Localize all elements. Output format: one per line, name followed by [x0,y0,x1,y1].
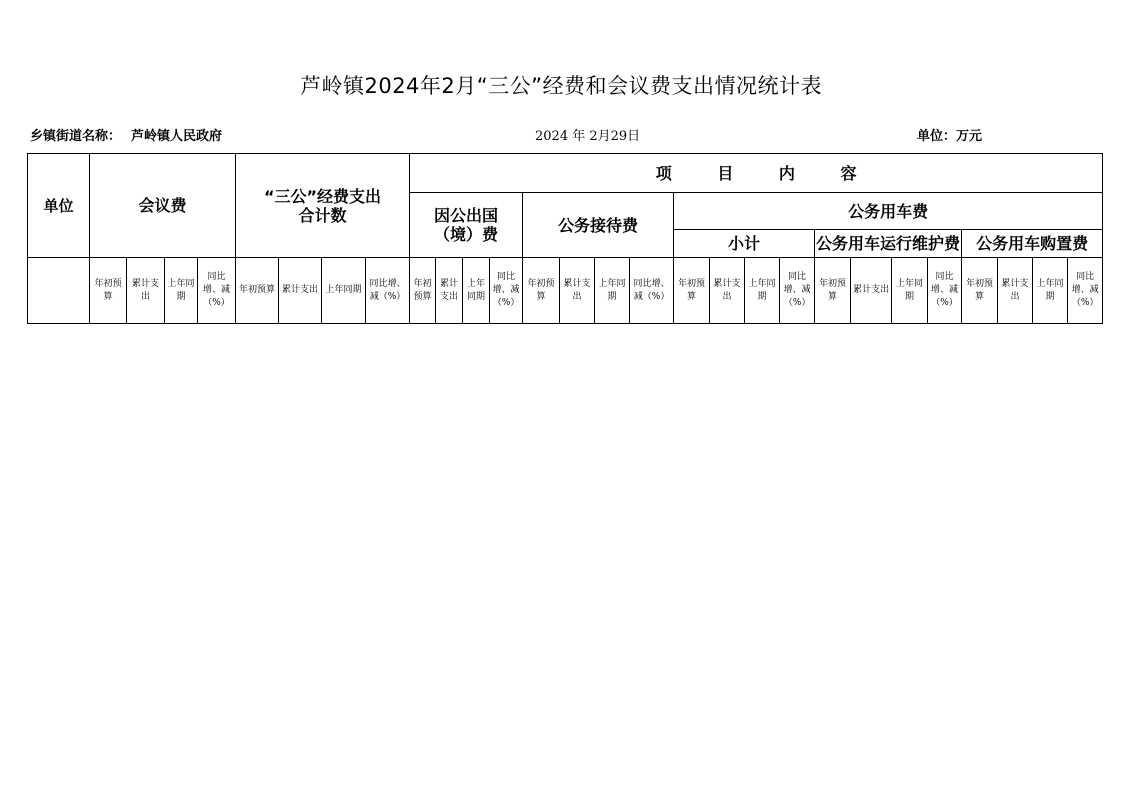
township-value: 芦岭镇人民政府 [131,129,223,144]
page-title: 芦岭镇2024年2月“三公”经费和会议费支出情况统计表 [299,74,823,98]
abroad-fee-header [410,193,523,258]
sangong-total-line1: “三公”经费支出 [264,186,382,206]
sub-header-cumulative: 累计支出 [560,258,595,324]
project-content-header: 项 目 内 容 [410,154,1103,193]
sub-header-last-year: 上年同期 [745,258,780,324]
sub-header-last-year: 上年同期 [892,258,928,324]
vehicle-purchase-header: 公务用车购置费 [962,230,1103,258]
unit-cell-empty [28,258,90,324]
sub-header-budget: 年初预算 [236,258,279,324]
subtotal-header: 小计 [674,230,815,258]
sub-header-last-year: 上年同期 [463,258,490,324]
sub-header-budget: 年初预算 [523,258,560,324]
sub-header-yoy: 同比增、减（%） [366,258,410,324]
sub-header-yoy: 同比增、减（%） [1068,258,1103,324]
sub-header-yoy: 同比增、减（%） [928,258,962,324]
sub-header-cumulative: 累计支出 [851,258,892,324]
report-date: 2024 年 2月29日 [535,129,641,144]
sub-header-budget: 年初预算 [674,258,710,324]
sangong-total-header [236,154,410,258]
sub-header-yoy: 同比增、减（%） [198,258,236,324]
sub-header-cumulative: 累计支出 [127,258,165,324]
sangong-total-line2: 合计数 [298,205,347,225]
reception-fee-header: 公务接待费 [523,193,674,258]
unit-label: 单位：万元 [917,129,983,144]
sub-header-last-year: 上年同期 [595,258,630,324]
abroad-line2: （境）费 [434,225,499,244]
sub-header-budget: 年初预算 [962,258,998,324]
sub-header-last-year: 上年同期 [165,258,198,324]
sub-header-cumulative: 累计支出 [710,258,745,324]
sub-header-budget: 年初预算 [90,258,127,324]
sub-header-budget: 年初预算 [815,258,851,324]
township-label: 乡镇街道名称： [30,129,122,144]
sub-header-cumulative: 累计支出 [279,258,322,324]
sub-header-cumulative: 累计支出 [998,258,1033,324]
vehicle-operation-header: 公务用车运行维护费 [815,230,962,258]
sub-header-last-year: 上年同期 [322,258,366,324]
sub-header-yoy: 同比增、减（%） [780,258,815,324]
sub-header-cumulative: 累计支出 [436,258,463,324]
vehicle-fee-header: 公务用车费 [674,193,1103,230]
abroad-line1: 因公出国 [434,206,499,225]
unit-header: 单位 [28,154,90,258]
sub-header-budget: 年初预算 [410,258,436,324]
sub-header-last-year: 上年同期 [1033,258,1068,324]
sub-header-yoy: 同比增、减（%） [490,258,523,324]
sub-header-yoy: 同比增、减（%） [630,258,674,324]
expense-table [27,153,1103,324]
township-info [30,125,222,144]
meeting-fee-header: 会议费 [90,154,236,258]
